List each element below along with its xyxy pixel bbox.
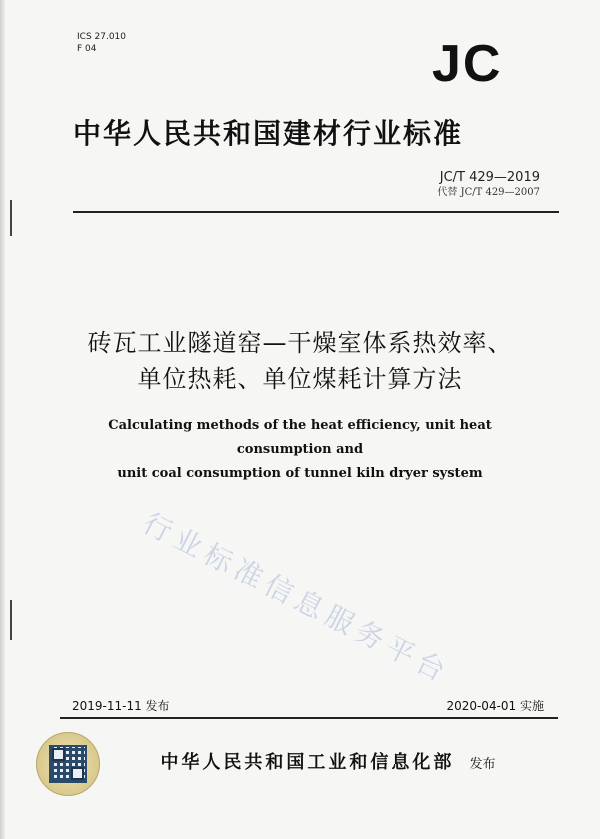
scan-mark <box>10 600 12 640</box>
watermark: 行业标准信息服务平台 <box>137 506 456 691</box>
standard-category: 中华人民共和国建材行业标准 <box>73 117 464 150</box>
chinese-title-line: 砖瓦工业隧道窑—干燥室体系热效率、 <box>87 329 513 357</box>
issue-date: 2019-11-11 发布 <box>72 699 170 713</box>
publisher-label: 发布 <box>469 757 496 772</box>
publisher <box>108 748 548 774</box>
implementation-date: 2020-04-01 实施 <box>446 699 544 713</box>
english-title-line: unit coal consumption of tunnel kiln dryer system <box>117 466 483 481</box>
qr-code-seal-icon <box>36 732 100 796</box>
qr-code-icon <box>49 745 87 783</box>
replaces-standard: 代替 JC/T 429—2007 <box>437 187 540 198</box>
publisher-org: 中华人民共和国工业和信息化部 <box>160 752 455 773</box>
jc-logo: JC <box>432 35 503 93</box>
header-divider <box>73 211 559 213</box>
scan-mark <box>10 200 12 236</box>
footer-divider <box>60 717 558 719</box>
ics-code: ICS 27.010 <box>77 32 127 42</box>
ccs-code: F 04 <box>77 44 97 54</box>
english-title <box>60 414 540 486</box>
english-title-line: Calculating methods of the heat efficiency, unit heat consumption and <box>108 418 492 457</box>
classification-codes <box>77 31 126 55</box>
scan-edge <box>0 0 6 839</box>
standard-number: JC/T 429—2019 <box>439 170 540 185</box>
chinese-title <box>50 325 550 397</box>
chinese-title-line: 单位热耗、单位煤耗计算方法 <box>137 365 463 393</box>
